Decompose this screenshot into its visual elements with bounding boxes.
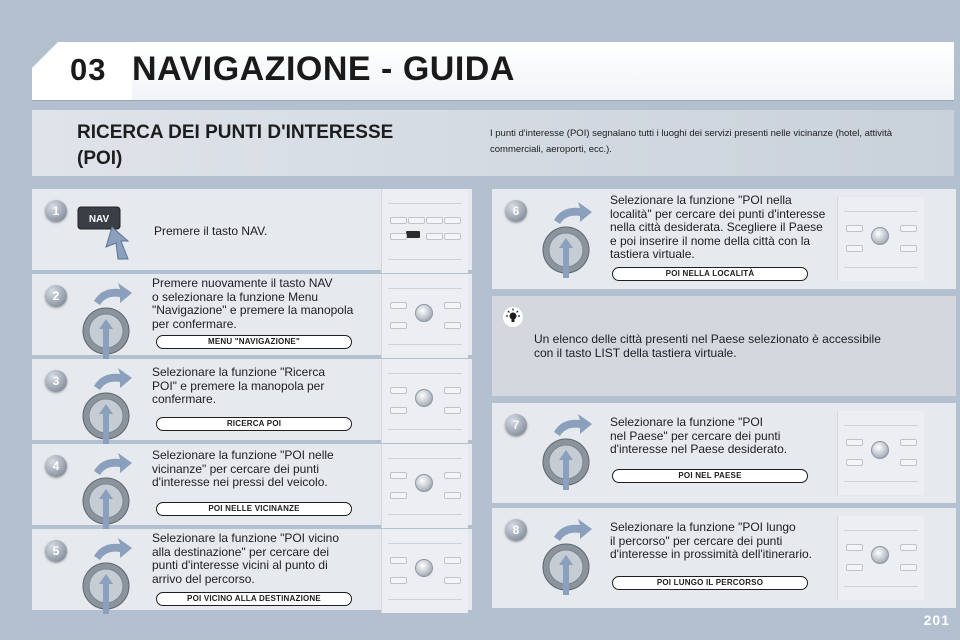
menu-label-pill: POI NELLA LOCALITÀ (612, 267, 808, 281)
step-number-badge: 7 (505, 414, 527, 436)
step-number-badge: 6 (505, 200, 527, 222)
step-number-badge: 3 (45, 370, 67, 392)
desc-line: d'interesse nel Paese desiderato. (610, 442, 788, 456)
menu-label-pill: RICERCA POI (156, 417, 352, 431)
nav-key-icon (76, 201, 156, 263)
rotary-dial-icon (76, 361, 138, 451)
desc-line: nella città desiderata. Scegliere il Paese (610, 220, 823, 234)
section-intro-line1: I punti d'interesse (POI) segnalano tutti i luoghi dei servizi presenti nelle vicinanze (hotel, attività (490, 128, 893, 139)
step-panel-3 (32, 359, 472, 440)
rotary-dial-icon (76, 276, 138, 366)
menu-label-pill: POI NELLE VICINANZE (156, 502, 352, 516)
desc-line: arrivo del percorso. (152, 571, 255, 586)
rotary-dial-icon (536, 407, 598, 497)
step-number-badge: 1 (45, 200, 67, 222)
desc-line: Selezionare la funzione "POI nelle (152, 448, 334, 462)
desc-line: confermare. (152, 392, 217, 406)
section-intro-line2: commerciali, aeroporti, ecc.). (490, 144, 612, 155)
desc-line: Premere il tasto NAV. (154, 224, 268, 238)
section-title-line1: RICERCA DEI PUNTI D'INTERESSE (77, 122, 394, 143)
step-panel-4 (32, 444, 472, 525)
step-panel-1 (32, 189, 472, 270)
section-intro (490, 126, 920, 158)
step-description (154, 225, 354, 239)
desc-line: d'interesse nei pressi del veicolo. (152, 475, 328, 489)
desc-line: per confermare. (152, 316, 237, 331)
rotary-dial-icon (536, 512, 598, 602)
note-panel (492, 296, 956, 396)
section-title (77, 120, 437, 172)
step-number-badge: 4 (45, 455, 67, 477)
step-description (152, 532, 372, 586)
step-panel-7 (492, 403, 956, 503)
radio-console-illustration (837, 411, 924, 495)
radio-console-illustration (837, 197, 924, 281)
rotary-dial-icon (76, 446, 138, 536)
step-number-badge: 2 (45, 285, 67, 307)
step-description (152, 277, 372, 331)
step-description (152, 366, 372, 407)
step-description (152, 449, 372, 490)
radio-console-illustration (381, 274, 468, 358)
step-panel-8 (492, 508, 956, 608)
section-title-line2: (POI) (77, 148, 123, 169)
desc-line: Selezionare la funzione "POI (610, 415, 764, 429)
menu-label-pill: POI VICINO ALLA DESTINAZIONE (156, 592, 352, 606)
desc-line: e poi inserire il nome della città con la (610, 233, 811, 248)
desc-line: Selezionare la funzione "POI vicino (152, 531, 340, 545)
radio-console-illustration (381, 189, 468, 273)
note-text (534, 332, 934, 360)
desc-line: d'interesse in prossimità dell'itinerario. (610, 547, 813, 561)
rotary-dial-icon (536, 195, 598, 285)
chapter-title: NAVIGAZIONE - GUIDA (132, 50, 515, 88)
radio-console-illustration (381, 359, 468, 443)
page-number: 201 (923, 612, 950, 628)
menu-label-pill: POI LUNGO IL PERCORSO (612, 576, 808, 590)
desc-line: tastiera virtuale. (610, 247, 695, 261)
desc-line: vicinanze" per cercare dei punti (152, 461, 320, 476)
desc-line: Selezionare la funzione "Ricerca (152, 365, 326, 379)
desc-line: Selezionare la funzione "POI lungo (610, 520, 796, 534)
step-panel-6 (492, 189, 956, 289)
desc-line: nel Paese" per cercare dei punti (610, 428, 781, 443)
lightbulb-icon (502, 306, 524, 328)
step-panel-2 (32, 274, 472, 355)
nav-key-label: NAV (88, 214, 110, 225)
desc-line: il percorso" per cercare dei punti (610, 533, 783, 548)
menu-label-pill: MENU "NAVIGAZIONE" (156, 335, 352, 349)
desc-line: o selezionare la funzione Menu (152, 289, 319, 304)
step-number-badge: 5 (45, 540, 67, 562)
step-description (610, 521, 832, 562)
step-number-badge: 8 (505, 519, 527, 541)
desc-line: località" per cercare dei punti d'interesse (610, 206, 826, 221)
desc-line: punti d'interesse vicini al punto di (152, 558, 328, 572)
desc-line: "Navigazione" e premere la manopola (152, 303, 354, 317)
note-line: con il tasto LIST della tastiera virtuale. (534, 346, 737, 360)
desc-line: Selezionare la funzione "POI nella (610, 193, 792, 207)
radio-console-illustration (837, 516, 924, 600)
chapter-number: 03 (70, 52, 107, 87)
step-panel-5 (32, 529, 472, 610)
desc-line: Premere nuovamente il tasto NAV (152, 276, 333, 290)
menu-label-pill: POI NEL PAESE (612, 469, 808, 483)
step-description (610, 416, 832, 457)
step-description (610, 194, 832, 262)
desc-line: POI" e premere la manopola per (152, 378, 325, 393)
note-line: Un elenco delle città presenti nel Paese selezionato è accessibile (534, 332, 881, 346)
rotary-dial-icon (76, 531, 138, 621)
radio-console-illustration (381, 529, 468, 613)
radio-console-illustration (381, 444, 468, 528)
desc-line: alla destinazione" per cercare dei (152, 544, 330, 559)
page-corner-fold (32, 42, 58, 68)
